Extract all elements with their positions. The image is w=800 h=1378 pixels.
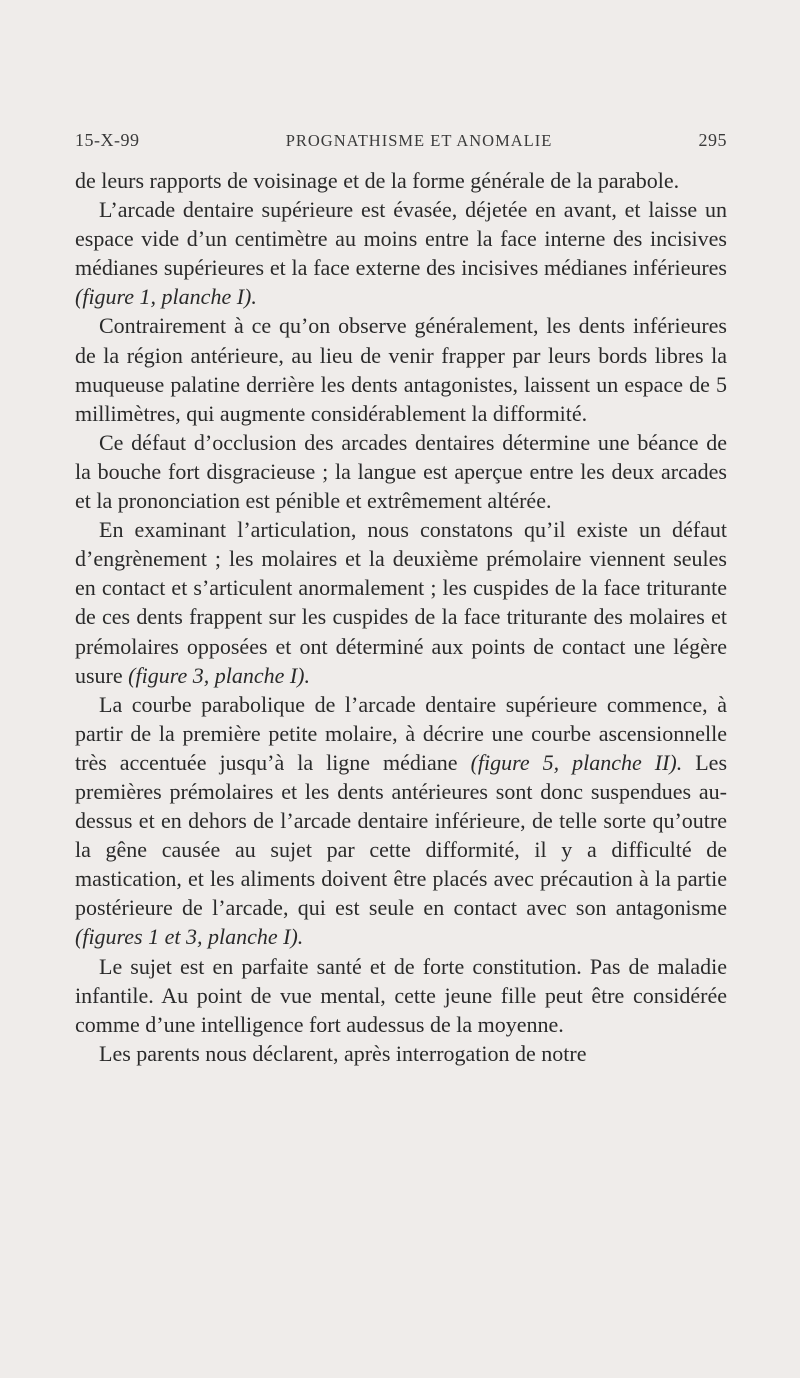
- paragraph-text: de leurs rapports de voisinage et de la forme générale de la parabole.: [75, 168, 680, 193]
- figure-reference: (figure 3, planche I).: [128, 662, 311, 688]
- paragraph-text: Le sujet est en parfaite santé et de forte constitution. Pas de maladie infantile. Au point de vue mental, cette jeune fille peut être considérée comme d’une intelligence fort audessus de la moyenne.: [75, 953, 727, 1037]
- paragraph: [75, 1039, 727, 1068]
- body-text: [75, 166, 727, 1068]
- figure-reference: (figure 5, planche II).: [470, 749, 683, 775]
- paragraph-text: Contrairement à ce qu’on observe généralement, les dents inférieures de la région antérieure, au lieu de venir frapper par leurs bords libres la muqueuse palatine derrière les dents antagonistes, laissent un espace de 5 millimètres, qui augmente considérablement la difformité.: [75, 313, 727, 426]
- paragraph: [75, 166, 727, 195]
- paragraph: [75, 952, 727, 1039]
- paragraph-text: La courbe parabolique de l’arcade dentaire supérieure commence, à partir de la première petite molaire, à décrire une courbe ascensionnelle très accentuée jusqu’à la ligne médiane: [75, 691, 727, 775]
- paragraph-text: Les premières prémolaires et les dents antérieures sont donc suspendues au-dessus et en dehors de l’arcade dentaire inférieure, de telle sorte qu’outre la gêne causée au sujet par cette difformité, il y a difficulté de mastication, et les aliments doivent être placés avec précaution à la partie postérieure de l’arcade, qui est seule en contact avec son antagonisme: [75, 749, 728, 921]
- paragraph-text: L’arcade dentaire supérieure est évasée, déjetée en avant, et laisse un espace vide d’un centimètre au moins entre la face interne des incisives médianes supérieures et la face externe des incisives médianes inférieures: [75, 197, 727, 281]
- paragraph: [75, 690, 727, 952]
- running-header: [75, 130, 727, 166]
- paragraph-text: En examinant l’articulation, nous constatons qu’il existe un défaut d’engrènement ; les molaires et la deuxième prémolaire viennent seules en contact et s’articulent anormalement ; les cuspides de la face triturante de ces dents frappent sur les cuspides de la face triturante des molaires et prémolaires opposées et ont déterminé aux points de contact une légère usure: [75, 517, 727, 688]
- paragraph: [75, 195, 727, 311]
- header-date: 15-X-99: [75, 130, 140, 150]
- paragraph-text: Ce défaut d’occlusion des arcades dentaires détermine une béance de la bouche fort disgracieuse ; la langue est aperçue entre les deux arcades et la prononciation est pénible et extrêmement altérée.: [75, 429, 727, 514]
- paragraph: [75, 311, 727, 427]
- paragraph: [75, 515, 727, 690]
- figure-reference: (figures 1 et 3, planche I).: [75, 924, 304, 950]
- header-title: PROGNATHISME ET ANOMALIE: [285, 131, 553, 150]
- book-page: [75, 130, 727, 1068]
- paragraph-text: Les parents nous déclarent, après interrogation de notre: [99, 1040, 587, 1066]
- page-number: 295: [698, 130, 727, 150]
- figure-reference: (figure 1, planche I).: [75, 284, 257, 310]
- paragraph: [75, 428, 727, 515]
